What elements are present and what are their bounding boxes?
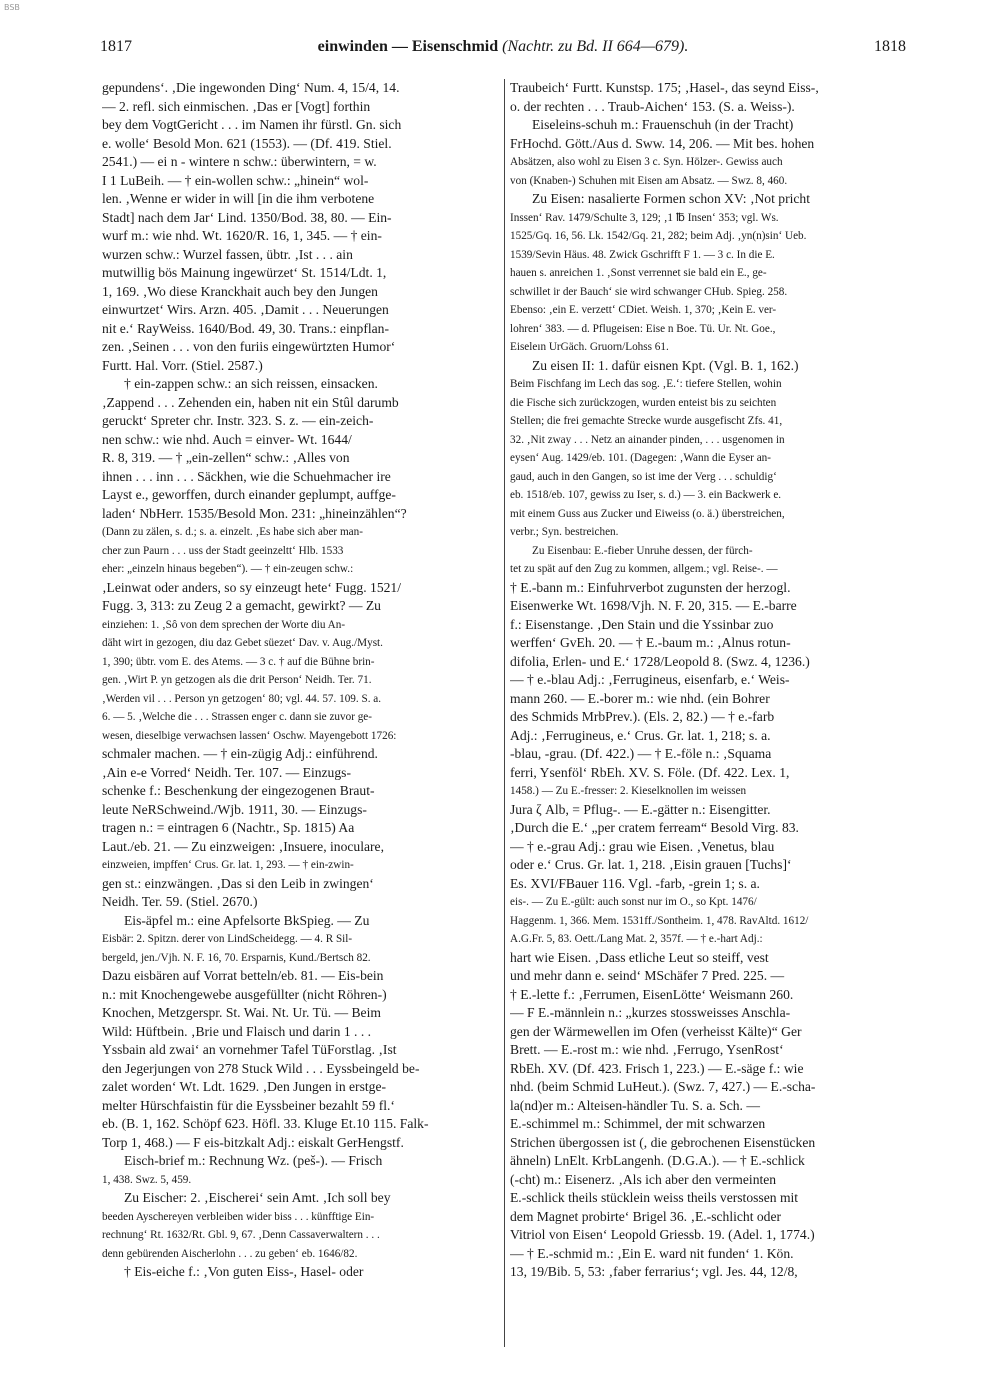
text-line: hart wie Eisen. ‚Dass etliche Leut so steiff, vest (510, 949, 769, 965)
text-line: Torp 1, 468.) — F eis-bitzkalt Adj.: eiskalt GerHengstf. (102, 1134, 404, 1150)
column-divider (504, 79, 505, 1347)
text-line: e. wolle‘ Besold Mon. 621 (1553). — (Df. 419. Stiel. (102, 135, 392, 151)
text-line: Adj.: ‚Ferrugineus, e.‘ Crus. Gr. lat. 1, 218; s. a. (510, 727, 771, 743)
text-line: o. der rechten . . . Traub-Aichen‘ 153. (S. a. Weiss-). (510, 98, 795, 114)
text-line: gaud, auch in den Gangen, so ist ime der Verg . . . schuldig‘ (510, 470, 777, 483)
text-line: Zu Eisenbau: E.-fieber Unruhe dessen, der fürch- (532, 544, 753, 557)
text-line: -blau, -grau. (Df. 422.) — † E.-föle n.: ‚Squama (510, 746, 772, 761)
text-line: Eisbär: 2. Spitzn. derer von LindScheidegg. — 4. R Sil- (102, 933, 353, 945)
page-header (100, 34, 906, 60)
text-line: werffen‘ GvEh. 20. — † E.-baum m.: ‚Alnus rotun- (510, 635, 791, 650)
text-line: Ebenso: ‚ein E. verzett‘ CDiet. Weish. 1, 370; ‚Kein E. ver- (510, 304, 777, 316)
text-line: denn gebürenden Aischerlohn . . . zu geben‘ eb. 1646/82. (102, 1247, 358, 1260)
text-line: RbEh. XV. (Df. 423. Frisch 1, 223.) — E.-säge f.: wie (510, 1060, 804, 1076)
text-line: Jura ζ Alb, = Pflug-. — E.-gätter n.: Eisengitter. (510, 801, 771, 817)
text-line: E.-schimmel m.: Schimmel, der mit schwarzen (510, 1116, 766, 1131)
text-line: mit einem Guss aus Zucker und Eiweiss (o. ä.) überstreichen, (510, 507, 785, 520)
text-line: ‚Durch die E.‘ „per cratem ferream“ Besold Virg. 83. (510, 820, 799, 835)
text-line: gen der Wärmewellen im Ofen (verheisst Kälte)“ Ger (510, 1023, 802, 1039)
page-number-left: 1817 (100, 38, 132, 55)
text-line: nit e.‘ RayWeiss. 1640/Bod. 49, 30. Trans.: einpflan- (102, 320, 390, 336)
text-line: Eis-äpfel m.: eine Apfelsorte BkSpieg. — Zu (124, 912, 370, 928)
text-line: difolia, Erlen- und E.‘ 1728/Leopold 8. (Swz. 4, 1236.) (510, 653, 810, 669)
text-line: 32. ‚Nit zway . . . Netz an ainander pinden, . . . usgenomen in (510, 433, 785, 446)
text-line: ‚Leinwat oder anders, so sy einzeugt hete‘ Fugg. 1521/ (102, 579, 401, 595)
text-line: gepundens‘. ‚Die ingewonden Ding‘ Num. 4, 15/4, 14. (102, 80, 400, 95)
text-line: (Dann zu zälen, s. d.; s. a. einzelt. ‚Es habe sich aber man- (102, 526, 363, 538)
right-column (510, 79, 908, 1282)
text-line: die Fische sich zurückzogen, wurden enteist bis zu seichten (510, 396, 777, 409)
text-line: schmaler machen. — † ein-zügig Adj.: einführend. (102, 746, 378, 761)
text-line: mutwillig bös Mainung ingewürzet‘ St. 1514/Ldt. 1, (102, 265, 387, 280)
text-line: Wild: Hüftbein. ‚Brie und Flaisch und darin 1 . . . (102, 1023, 372, 1039)
text-line: Knochen, Metzgerspr. St. Wai. Nt. Ur. Tü. — Beim (102, 1005, 381, 1020)
text-line: eb. 1518/eb. 107, gewiss zu Iser, s. d.) — 3. ein Backwerk e. (510, 489, 782, 501)
text-line: Absätzen, also wohl zu Eisen 3 c. Syn. Hölzer-. Gewiss auch (510, 156, 783, 168)
text-line: ihnen . . . inn . . . Säckhen, wie die Schuehmacher ire (102, 468, 391, 484)
text-line: A.G.Fr. 5, 83. Oett./Lang Mat. 2, 357f. — † e.-hart Adj.: (510, 933, 763, 945)
text-line: cher zun Paurn . . . uss der Stadt geeinzeltt‘ Hlb. 1533 (102, 544, 344, 557)
text-line: wurzen schw.: Wurzel fassen, übtr. ‚Ist . . . ain (102, 246, 353, 262)
text-line: dem Magnet probirte‘ Brigel 36. ‚E.-schlicht oder (510, 1208, 782, 1224)
text-line: 1525/Gq. 16, 56. Lk. 1542/Gq. 21, 282; beim Adj. ‚yn(n)sin‘ Ueb. (510, 230, 807, 242)
text-line: f.: Eisenstange. ‚Den Stain und die Yssinbar zuo (510, 616, 774, 632)
text-line: mann 260. — E.-borer m.: wie nhd. (ein Bohrer (510, 690, 770, 706)
text-line: Haggenm. 1, 366. Mem. 1531ff./Sontheim. 1, 478. RavAltd. 1612/ (510, 914, 809, 927)
running-title (100, 38, 906, 56)
text-line: nhd. (beim Schmid LuHeut.). (Swz. 7, 427.) — E.-scha- (510, 1079, 816, 1094)
text-line: Eisch-brief m.: Rechnung Wz. (peš-). — Frisch (124, 1153, 383, 1168)
text-line: ‚Ain e-e Vorred‘ Neidh. Ter. 107. — Einzugs- (102, 764, 351, 780)
text-line: eb. (B. 1, 162. Schöpf 623. Höfl. 33. Kluge Et.10 115. Falk- (102, 1116, 429, 1131)
text-line: oder e.‘ Crus. Gr. lat. 1, 218. ‚Eisin grauen [Tuchs]‘ (510, 857, 792, 872)
text-line: zen. ‚Seinen . . . von den furiis eingewürtzten Humor‘ (102, 339, 396, 354)
text-line: Zu eisen II: 1. dafür eisnen Kpt. (Vgl. B. 1, 162.) (532, 357, 799, 373)
text-line: 1, 390; übtr. vom E. des Atems. — 3 c. † auf die Bühne brin- (102, 655, 375, 668)
text-line: la(nd)er m.: Alteisen-händler Tu. S. a. Sch. — (510, 1097, 760, 1113)
text-line: beeden Ayschereyen verbleiben wider biss . . . künfftige Ein- (102, 1210, 375, 1223)
text-line: laden‘ NbHerr. 1535/Besold Mon. 231: „hineinzählen“? (102, 505, 407, 521)
text-line: I 1 LuBeih. — † ein-wollen schw.: „hinein“ wol- (102, 172, 369, 188)
text-line: 6. — 5. ‚Welche die . . . Strassen enger c. dann sie zuvor ge- (102, 711, 372, 723)
text-line: des Schmids MrbPrev.). (Els. 2, 82.) — † e.-farb (510, 709, 775, 724)
text-line: ähneln) LnElt. KrbLangenh. (D.G.A.). — † E.-schlick (510, 1153, 805, 1168)
text-line: Zu Eisen: nasalierte Formen schon XV: ‚Not pricht (532, 191, 810, 206)
page-number-right: 1818 (874, 38, 906, 55)
text-line: zalet worden‘ Wt. Ldt. 1629. ‚Den Jungen in erstge- (102, 1079, 387, 1094)
text-line: tragen n.: = eintragen 6 (Nachtr., Sp. 1815) Aa (102, 820, 355, 835)
text-line: Zu Eischer: 2. ‚Eischerei‘ sein Amt. ‚Ich soll bey (124, 1190, 391, 1205)
text-line: — † e.-grau Adj.: grau wie Eisen. ‚Venetus, blau (510, 838, 775, 854)
library-stamp: BSB (4, 3, 20, 12)
text-line: R. 8, 319. — † „ein-zellen“ schw.: ‚Alles von (102, 450, 350, 465)
text-line: 1458.) — Zu E.-fresser: 2. Kieselknollen im weissen (510, 785, 747, 797)
text-line: von (Knaben-) Schuhen mit Eisen am Absatz. — Swz. 8, 460. (510, 174, 788, 187)
text-line: 2541.) — ei n - wintere n schw.: überwintern, = w. (102, 154, 377, 169)
text-line: 1, 169. ‚Wo diese Kranckhait auch bey den Jungen (102, 283, 378, 299)
text-line: † E.-bann m.: Einfuhrverbot zugunsten der herzogl. (510, 579, 791, 595)
text-line: eis-. — Zu E.-gült: auch sonst nur im O., so Kpt. 1476/ (510, 896, 757, 908)
text-line: Eiseleın UrGäch. Gruorn/Lohss 61. (510, 341, 669, 353)
text-line: einwurtzet‘ Wirs. Arzn. 405. ‚Damit . . . Neuerungen (102, 302, 389, 317)
text-line: wesen, dieselbige verwachsen lassen‘ Oschw. Mayengebott 1726: (102, 729, 397, 742)
text-line: Stadt] nach dem Jar‘ Lind. 1350/Bod. 38, 80. — Ein- (102, 209, 392, 225)
text-line: ‚Zappend . . . Zehenden ein, haben nit ein Stûl darumb (102, 394, 399, 410)
left-column (102, 79, 500, 1282)
text-line: E.-schlick theils stücklein weiss theils verstossen mit (510, 1190, 799, 1205)
text-line: Fugg. 3, 313: zu Zeug 2 a gemacht, gewirkt? — Zu (102, 598, 381, 613)
text-line: Furtt. Hal. Vorr. (Stiel. 2587.) (102, 357, 263, 373)
text-line: 13, 19/Bib. 5, 53: ‚faber ferrarius‘; vgl. Jes. 44, 12/8, (510, 1264, 798, 1279)
text-line: bergeld, jen./Vjh. N. F. 16, 70. Ersparnis, Kund./Bertsch 82. (102, 951, 371, 964)
text-line: leute NeRSchweind./Wjb. 1911, 30. — Einzugs- (102, 801, 367, 817)
text-line: Eiseleins-schuh m.: Frauenschuh (in der Tracht) (532, 117, 794, 132)
text-line: schwillet ir der Bauch‘ sie wird schwanger CHub. Spieg. 258. (510, 285, 788, 298)
text-line: — F E.-männlein n.: „kurzes stossweisses Anschla- (510, 1005, 791, 1020)
text-line: eher: „einzeln hinaus begeben“). — † ein-zeugen schw.: (102, 563, 354, 575)
text-line: FrHochd. Gött./Aus d. Sww. 14, 206. — Mit bes. hohen (510, 135, 815, 151)
text-line: n.: mit Knochengewebe ausgefüllter (nicht Röhren-) (102, 986, 387, 1002)
text-line: 1, 438. Swz. 5, 459. (102, 1173, 192, 1186)
text-line: Traubeich‘ Furtt. Kunstsp. 175; ‚Hasel-, das seynd Eiss-, (510, 80, 819, 95)
text-line: — † E.-schmid m.: ‚Ein E. ward nit funden‘ 1. Kön. (510, 1245, 794, 1261)
text-line: rechnung‘ Rt. 1632/Rt. Gbl. 9, 67. ‚Denn Cassaverwaltern . . . (102, 1229, 380, 1241)
text-line: ‚Werden vil . . . Person yn getzogen‘ 80; vgl. 44. 57. 109. S. a. (102, 692, 382, 705)
text-line: geruckt‘ Spreter chr. Instr. 323. S. z. — ein-zeich- (102, 413, 374, 428)
text-line: däht wirt in gezogen, diu daz Gebet süezet‘ Dav. v. Aug./Myst. (102, 637, 383, 649)
text-line: den Jegerjungen von 278 Stuck Wild . . . Eyssbeingeld be- (102, 1060, 420, 1076)
text-line: Eisenwerke Wt. 1698/Vjh. N. F. 20, 315. — E.-barre (510, 598, 797, 613)
text-line: † E.-lette f.: ‚Ferrumen, EisenLötte‘ Weismann 260. (510, 986, 794, 1002)
text-line: gen. ‚Wirt P. yn getzogen als die drit Person‘ Neidh. Ter. 71. (102, 674, 372, 686)
text-line: tet zu spät auf den Zug zu kommen, allgem.; vgl. Reise-. — (510, 563, 778, 575)
text-line: Stellen; die frei gemachte Strecke wurde ausgefischt Zfs. 41, (510, 415, 783, 427)
text-line: lohren‘ 383. — d. Pflugeisen: Eise n Boe. Tü. Ur. Nt. Goe., (510, 322, 776, 335)
text-line: Layst e., geworffen, durch einander geplumpt, auffge- (102, 487, 396, 502)
text-line: len. ‚Wenne er wider in will [in die ihm verbotene (102, 191, 375, 206)
text-line: hauen s. anreichen 1. ‚Sonst verrennet sie bald ein E., ge- (510, 267, 767, 279)
text-line: ferri, Ysenföl‘ RbEh. XV. S. Föle. (Df. 422. Lex. 1, (510, 764, 790, 780)
text-line: Strichen übergossen ist (, die gebrochenen Eisenstücken (510, 1134, 816, 1150)
text-line: und mehr dann e. seind‘ MSchäfer 7 Pred. 225. — (510, 968, 785, 983)
text-line: † Eis-eiche f.: ‚Von guten Eiss-, Hasel- oder (124, 1264, 364, 1279)
text-line: Es. XVI/FBauer 116. Vgl. -farb, -grein 1; s. a. (510, 875, 760, 891)
text-line: Yssbain ald zwai‘ an vornehmer Tafel TüForstlag. ‚Ist (102, 1042, 397, 1057)
text-line: Inssen‘ Rav. 1479/Schulte 3, 129; ‚1 ℔ Insen‘ 353; vgl. Ws. (510, 211, 779, 224)
text-line: bey dem VogtGericht . . . im Namen ihr fürstl. Gn. sich (102, 117, 402, 132)
text-line: — 2. refl. sich einmischen. ‚Das er [Vogt] forthin (102, 98, 371, 114)
text-line: Vitriol von Eisen‘ Leopold Griessb. 19. (Adel. 1, 1774.) (510, 1227, 815, 1242)
text-line: wurf m.: wie nhd. Wt. 1620/R. 16, 1, 345. — † ein- (102, 228, 382, 243)
text-line: eysen‘ Aug. 1429/eb. 101. (Dagegen: ‚Wann die Eyser an- (510, 452, 771, 464)
text-line: melter Hürschfaistin für die Eyssbeiner bezahlt 59 fl.‘ (102, 1097, 395, 1113)
text-line: Neidh. Ter. 59. (Stiel. 2670.) (102, 894, 258, 909)
text-line: nen schw.: wie nhd. Auch = einver- Wt. 1644/ (102, 431, 352, 447)
text-line: † ein-zappen schw.: an sich reissen, einsacken. (124, 376, 378, 391)
text-line: (-cht) m.: Eisenerz. ‚Als ich aber den vermeinten (510, 1171, 777, 1187)
text-line: Brett. — E.-rost m.: wie nhd. ‚Ferrugo, YsenRost‘ (510, 1042, 784, 1057)
running-title-main: einwinden — Eisenschmid (317, 38, 499, 55)
text-line: 1539/Sevin Häus. 48. Zwick Gschrifft F 1. — 3 c. In die E. (510, 248, 775, 261)
text-line: Laut./eb. 21. — Zu einzweigen: ‚Insuere, inoculare, (102, 838, 384, 854)
text-line: Beim Fischfang im Lech das sog. ‚E.‘: tiefere Stellen, wohin (510, 378, 782, 390)
text-line: einziehen: 1. ‚Sô von dem sprechen der Worte diu An- (102, 618, 346, 631)
text-line: einzweien, impffen‘ Crus. Gr. lat. 1, 293. — † ein-zwin- (102, 859, 354, 871)
text-line: verbr.; Syn. bestreichen. (510, 526, 619, 538)
text-line: schenke f.: Beschenkung der eingezogenen Braut- (102, 783, 375, 798)
running-title-note: (Nachtr. zu Bd. II 664—679). (502, 38, 689, 55)
text-line: gen st.: einzwängen. ‚Das si den Leib in zwingen‘ (102, 875, 374, 891)
text-line: Dazu eisbären auf Vorrat betteln/eb. 81. — Eis-bein (102, 968, 384, 983)
text-line: — † e.-blau Adj.: ‚Ferrugineus, eisenfarb, e.‘ Weis- (510, 672, 790, 687)
